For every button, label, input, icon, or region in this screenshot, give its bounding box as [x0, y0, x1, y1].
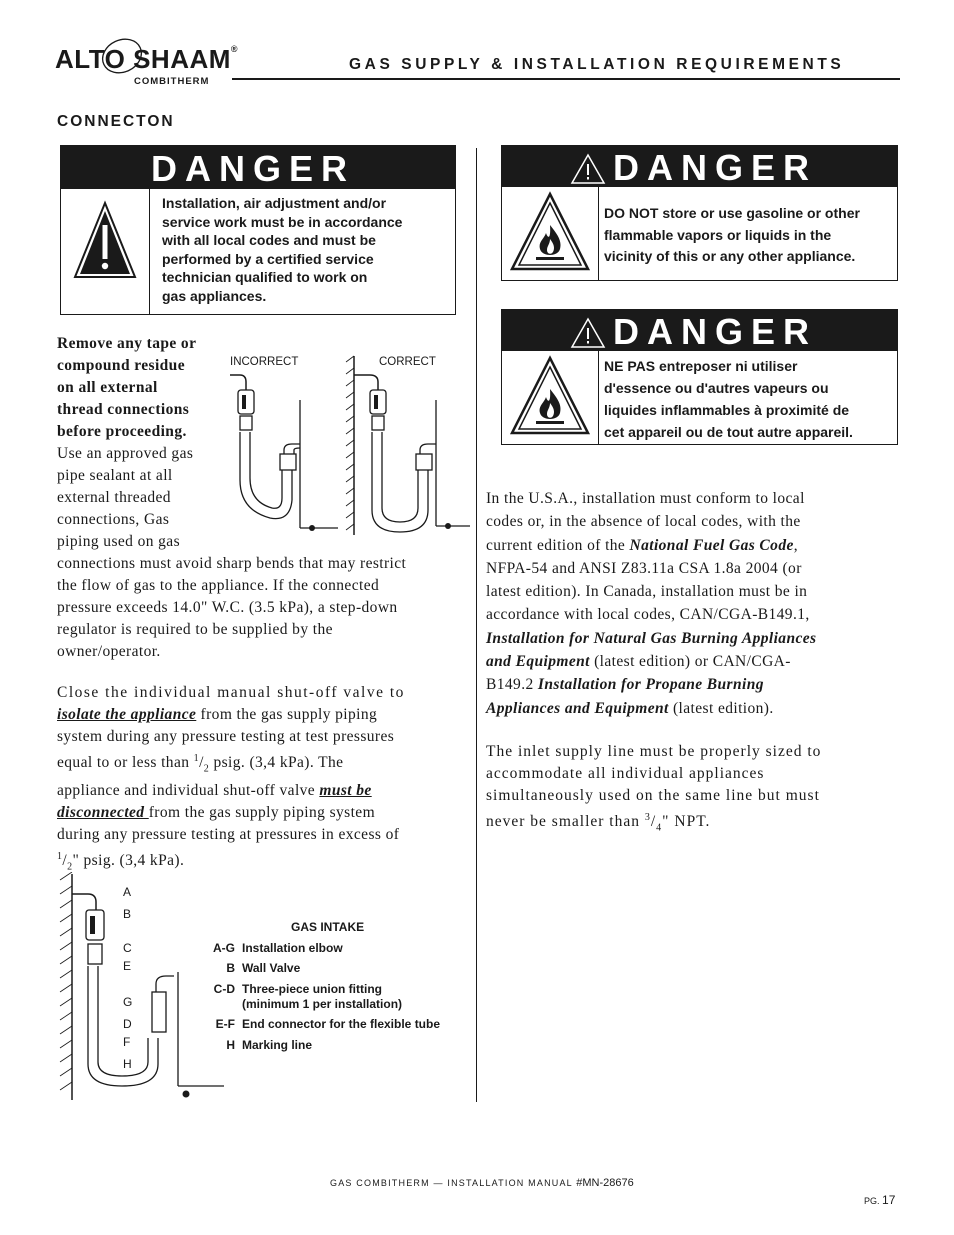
correct-label: CORRECT — [379, 356, 436, 368]
section-title: CONNECTON — [57, 113, 175, 130]
column-divider — [476, 148, 477, 1102]
diagram-label-f: F — [123, 1035, 131, 1049]
flammable-fire-icon — [502, 351, 598, 444]
danger-banner — [502, 310, 897, 351]
incorrect-label: INCORRECT — [230, 356, 299, 368]
legend-desc: Installation elbow — [242, 941, 343, 955]
danger-message: NE PAS entreposer ni utiliser d'essence ou d'autres vapeurs ou liquides inflammables à proximité de cet appareil ou de tout autre appareil. — [604, 358, 853, 440]
warning-triangle-icon — [570, 317, 606, 349]
legend-desc: Marking line — [242, 1038, 313, 1052]
danger-box-installation — [60, 145, 456, 315]
header-rule — [232, 78, 900, 80]
legend-desc: Three-piece union fitting — [242, 982, 382, 996]
page-number: PG. 17 — [864, 1193, 896, 1207]
legend-code: A-G — [213, 941, 235, 955]
warning-icon-cell — [61, 189, 150, 314]
danger-title: DANGER — [613, 147, 818, 188]
diagram-label-h: H — [123, 1057, 132, 1071]
warning-triangle-icon — [61, 189, 149, 314]
warning-triangle-icon — [570, 153, 606, 185]
diagram-label-a: A — [123, 885, 132, 899]
danger-message: DO NOT store or use gasoline or other flammable vapors or liquids in the vicinity of this or any other appliance. — [604, 205, 860, 264]
danger-box-flammable-fr — [501, 309, 898, 445]
flammable-fire-icon — [502, 187, 598, 280]
logo-swoosh-icon — [98, 30, 146, 82]
pipe-illustration — [224, 350, 474, 540]
pipe-connection-diagram — [224, 350, 474, 540]
diagram-label-c: C — [123, 941, 132, 955]
diagram-label-g: G — [123, 995, 133, 1009]
code-compliance-paragraph: In the U.S.A., installation must conform to local codes or, in the absence of local codes, with the current edition of the National Fuel Gas Code, NFPA-54 and ANSI Z83.11a CSA 1.8a 2004 (or latest edition). In Canada, installation must be in accordance with local codes, CAN/CGA-B149.1, Installation for Natural Gas Burning Appliances and Equipment (latest edition) or CAN/CGA- B149.2 Installation for Propane Burning Appliances and Equipment (latest edition). — [486, 490, 817, 717]
page-footer: GAS COMBITHERM — INSTALLATION MANUAL #MN-28676 — [330, 1177, 634, 1189]
diagram-label-b: B — [123, 907, 132, 921]
brand-subtitle: COMBITHERM — [134, 76, 210, 87]
danger-title: DANGER — [151, 148, 356, 189]
brand-logo: ALTO SHAAM® — [55, 44, 239, 74]
legend-desc: End connector for the flexible tube — [242, 1017, 441, 1031]
legend-code: E-F — [215, 1017, 235, 1031]
gas-intake-legend — [195, 918, 475, 1058]
danger-title: DANGER — [613, 311, 818, 352]
fire-icon-cell — [502, 187, 599, 280]
danger-banner — [61, 146, 455, 189]
legend-desc: (minimum 1 per installation) — [242, 997, 403, 1011]
danger-banner — [502, 146, 897, 187]
diagram-label-e: E — [123, 959, 132, 973]
legend-code: C-D — [213, 982, 235, 996]
instruction-paragraph-1: Remove any tape or compound residue on all external thread connections before proceeding. Use an approved gas pipe sealant at all external threaded connections, Gas piping used on gas connections must avoid sharp bends that may restrict the flow of gas to the appliance. If the connected pressure exceeds 14.0" W.C. (3.5 kPa), a step-down regulator is required to be supplied by the owner/operator. — [57, 335, 407, 660]
legend-code: B — [226, 961, 235, 975]
danger-message: Installation, air adjustment and/or service work must be in accordance with all local codes and must be performed by a certified service technician qualified to work on gas appliances. — [162, 195, 403, 304]
danger-box-flammable-en — [501, 145, 898, 281]
inlet-supply-paragraph: The inlet supply line must be properly sized to accommodate all individual appliances simultaneously used on the same line but must never be smaller than $^3/_4$" NPT. — [486, 743, 822, 834]
legend-code: H — [226, 1038, 235, 1052]
diagram-label-d: D — [123, 1017, 132, 1031]
page-header-title: GAS SUPPLY & INSTALLATION REQUIREMENTS — [349, 56, 845, 73]
legend-title: GAS INTAKE — [291, 920, 365, 934]
fire-icon-cell — [502, 351, 599, 444]
legend-desc: Wall Valve — [242, 961, 301, 975]
instruction-paragraph-2: Close the individual manual shut-off valve to isolate the appliance from the gas supply piping system during any pressure testing at test pressures equal to or less than $^1/_2$ psig. (3,4 kPa). The appliance and individual shut-off valve must be disconnected from the gas supply piping system during any pressure testing at pressures in excess of $^1/_2$" psig. (3,4 kPa). — [57, 684, 405, 873]
